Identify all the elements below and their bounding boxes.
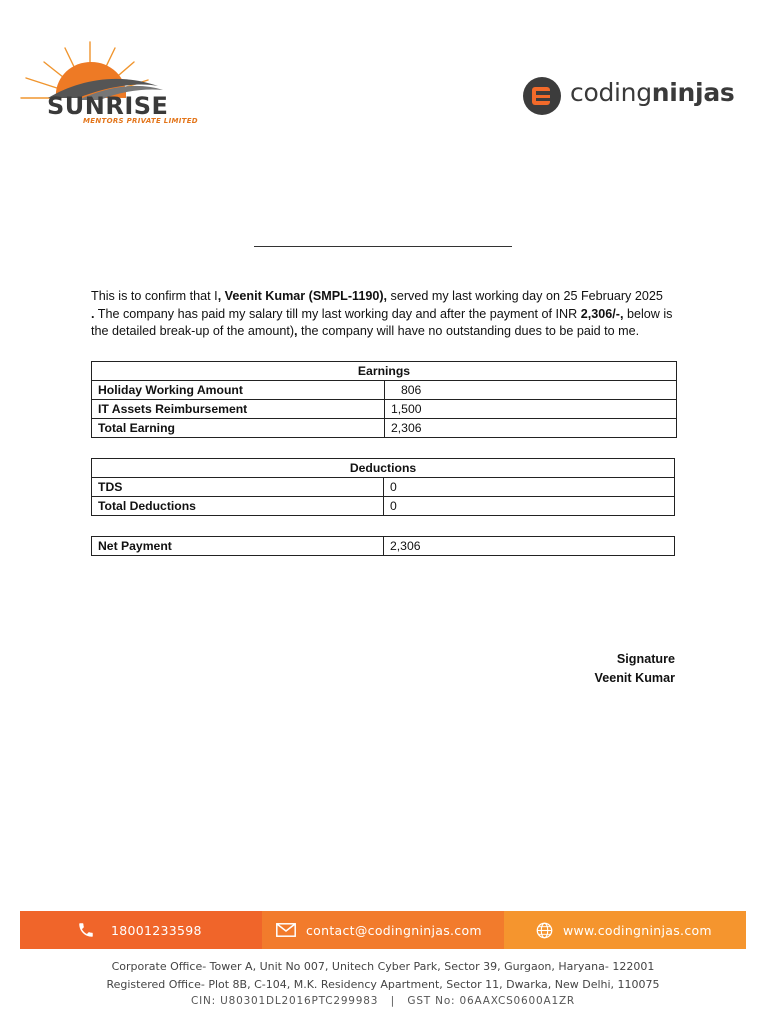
- phone-icon: [77, 921, 95, 939]
- table-row: [92, 497, 675, 516]
- earnings-header: Earnings: [92, 362, 677, 381]
- corporate-office: Corporate Office- Tower A, Unit No 007, Unitech Cyber Park, Sector 39, Gurgaon, Haryana- 122001: [111, 960, 655, 973]
- phone-number: 18001233598: [111, 922, 202, 938]
- employee-name-id: , Veenit Kumar (SMPL-1190),: [217, 289, 388, 303]
- payment-amount: 2,306/-,: [580, 306, 624, 321]
- deduction-label: Total Deductions: [92, 497, 384, 516]
- deduction-value: 0: [384, 497, 675, 516]
- signature-block: [520, 650, 675, 688]
- mail-icon: [276, 923, 296, 937]
- net-payment-value: 2,306: [384, 537, 675, 556]
- signature-label: Signature: [616, 652, 675, 666]
- letter-comma: ,: [294, 324, 298, 338]
- letter-period: .: [91, 306, 95, 321]
- letter-body: [91, 288, 677, 341]
- table-row: [92, 419, 677, 438]
- table-row: [92, 400, 677, 419]
- brand-part-ninjas: ninjas: [651, 78, 735, 107]
- earnings-table: [91, 361, 677, 438]
- earning-value: 806: [385, 381, 677, 400]
- cin-number: CIN: U80301DL2016PTC299983: [190, 995, 379, 1007]
- letter-intro: This is to confirm that I: [91, 289, 218, 303]
- footer-registration: [20, 995, 746, 1007]
- letter-last-day: served my last working day on 25 February 2025: [387, 289, 663, 303]
- gst-number: GST No: 06AAXCS0600A1ZR: [407, 995, 576, 1007]
- sunrise-logo-name: SUNRISE: [47, 92, 169, 120]
- earning-label: Holiday Working Amount: [92, 381, 385, 400]
- codingninjas-logo-icon: [522, 76, 562, 116]
- footer-email[interactable]: [262, 911, 504, 949]
- footer-separator: |: [390, 995, 395, 1007]
- footer-website[interactable]: [504, 911, 746, 949]
- table-row: [92, 478, 675, 497]
- footer-phone[interactable]: [20, 911, 262, 949]
- deductions-header: Deductions: [92, 459, 675, 478]
- registered-office: Registered Office- Plot 8B, C-104, M.K. Residency Apartment, Sector 11, Dwarka, New Delhi, 110075: [106, 977, 660, 991]
- deductions-table: [91, 458, 675, 516]
- globe-icon: [536, 922, 553, 939]
- footer-addresses: [20, 958, 746, 993]
- website-url: www.codingninjas.com: [563, 922, 712, 938]
- brand-part-coding: coding: [570, 78, 652, 107]
- earning-value: 2,306: [385, 419, 677, 438]
- earning-label: IT Assets Reimbursement: [92, 400, 385, 419]
- title-underline: [254, 246, 512, 247]
- footer-contact-bar: [20, 911, 746, 949]
- deduction-value: 0: [384, 478, 675, 497]
- table-row: [92, 381, 677, 400]
- letter-closing-text: the company will have no outstanding dues to be paid to me.: [297, 324, 640, 338]
- earning-label: Total Earning: [92, 419, 385, 438]
- letter-breakup-text: below is the detailed break-up of the amount): [91, 306, 673, 338]
- deduction-label: TDS: [92, 478, 384, 497]
- codingninjas-brand: [570, 78, 734, 107]
- net-payment-label: Net Payment: [92, 537, 384, 556]
- sunrise-logo-tagline: MENTORS PRIVATE LIMITED: [83, 117, 198, 125]
- table-row: [92, 537, 675, 556]
- net-payment-table: [91, 536, 675, 556]
- earning-value: 1,500: [385, 400, 677, 419]
- signatory-name: Veenit Kumar: [594, 671, 675, 685]
- letter-payment-text: The company has paid my salary till my last working day and after the payment of INR: [94, 306, 581, 321]
- email-address: contact@codingninjas.com: [306, 922, 482, 938]
